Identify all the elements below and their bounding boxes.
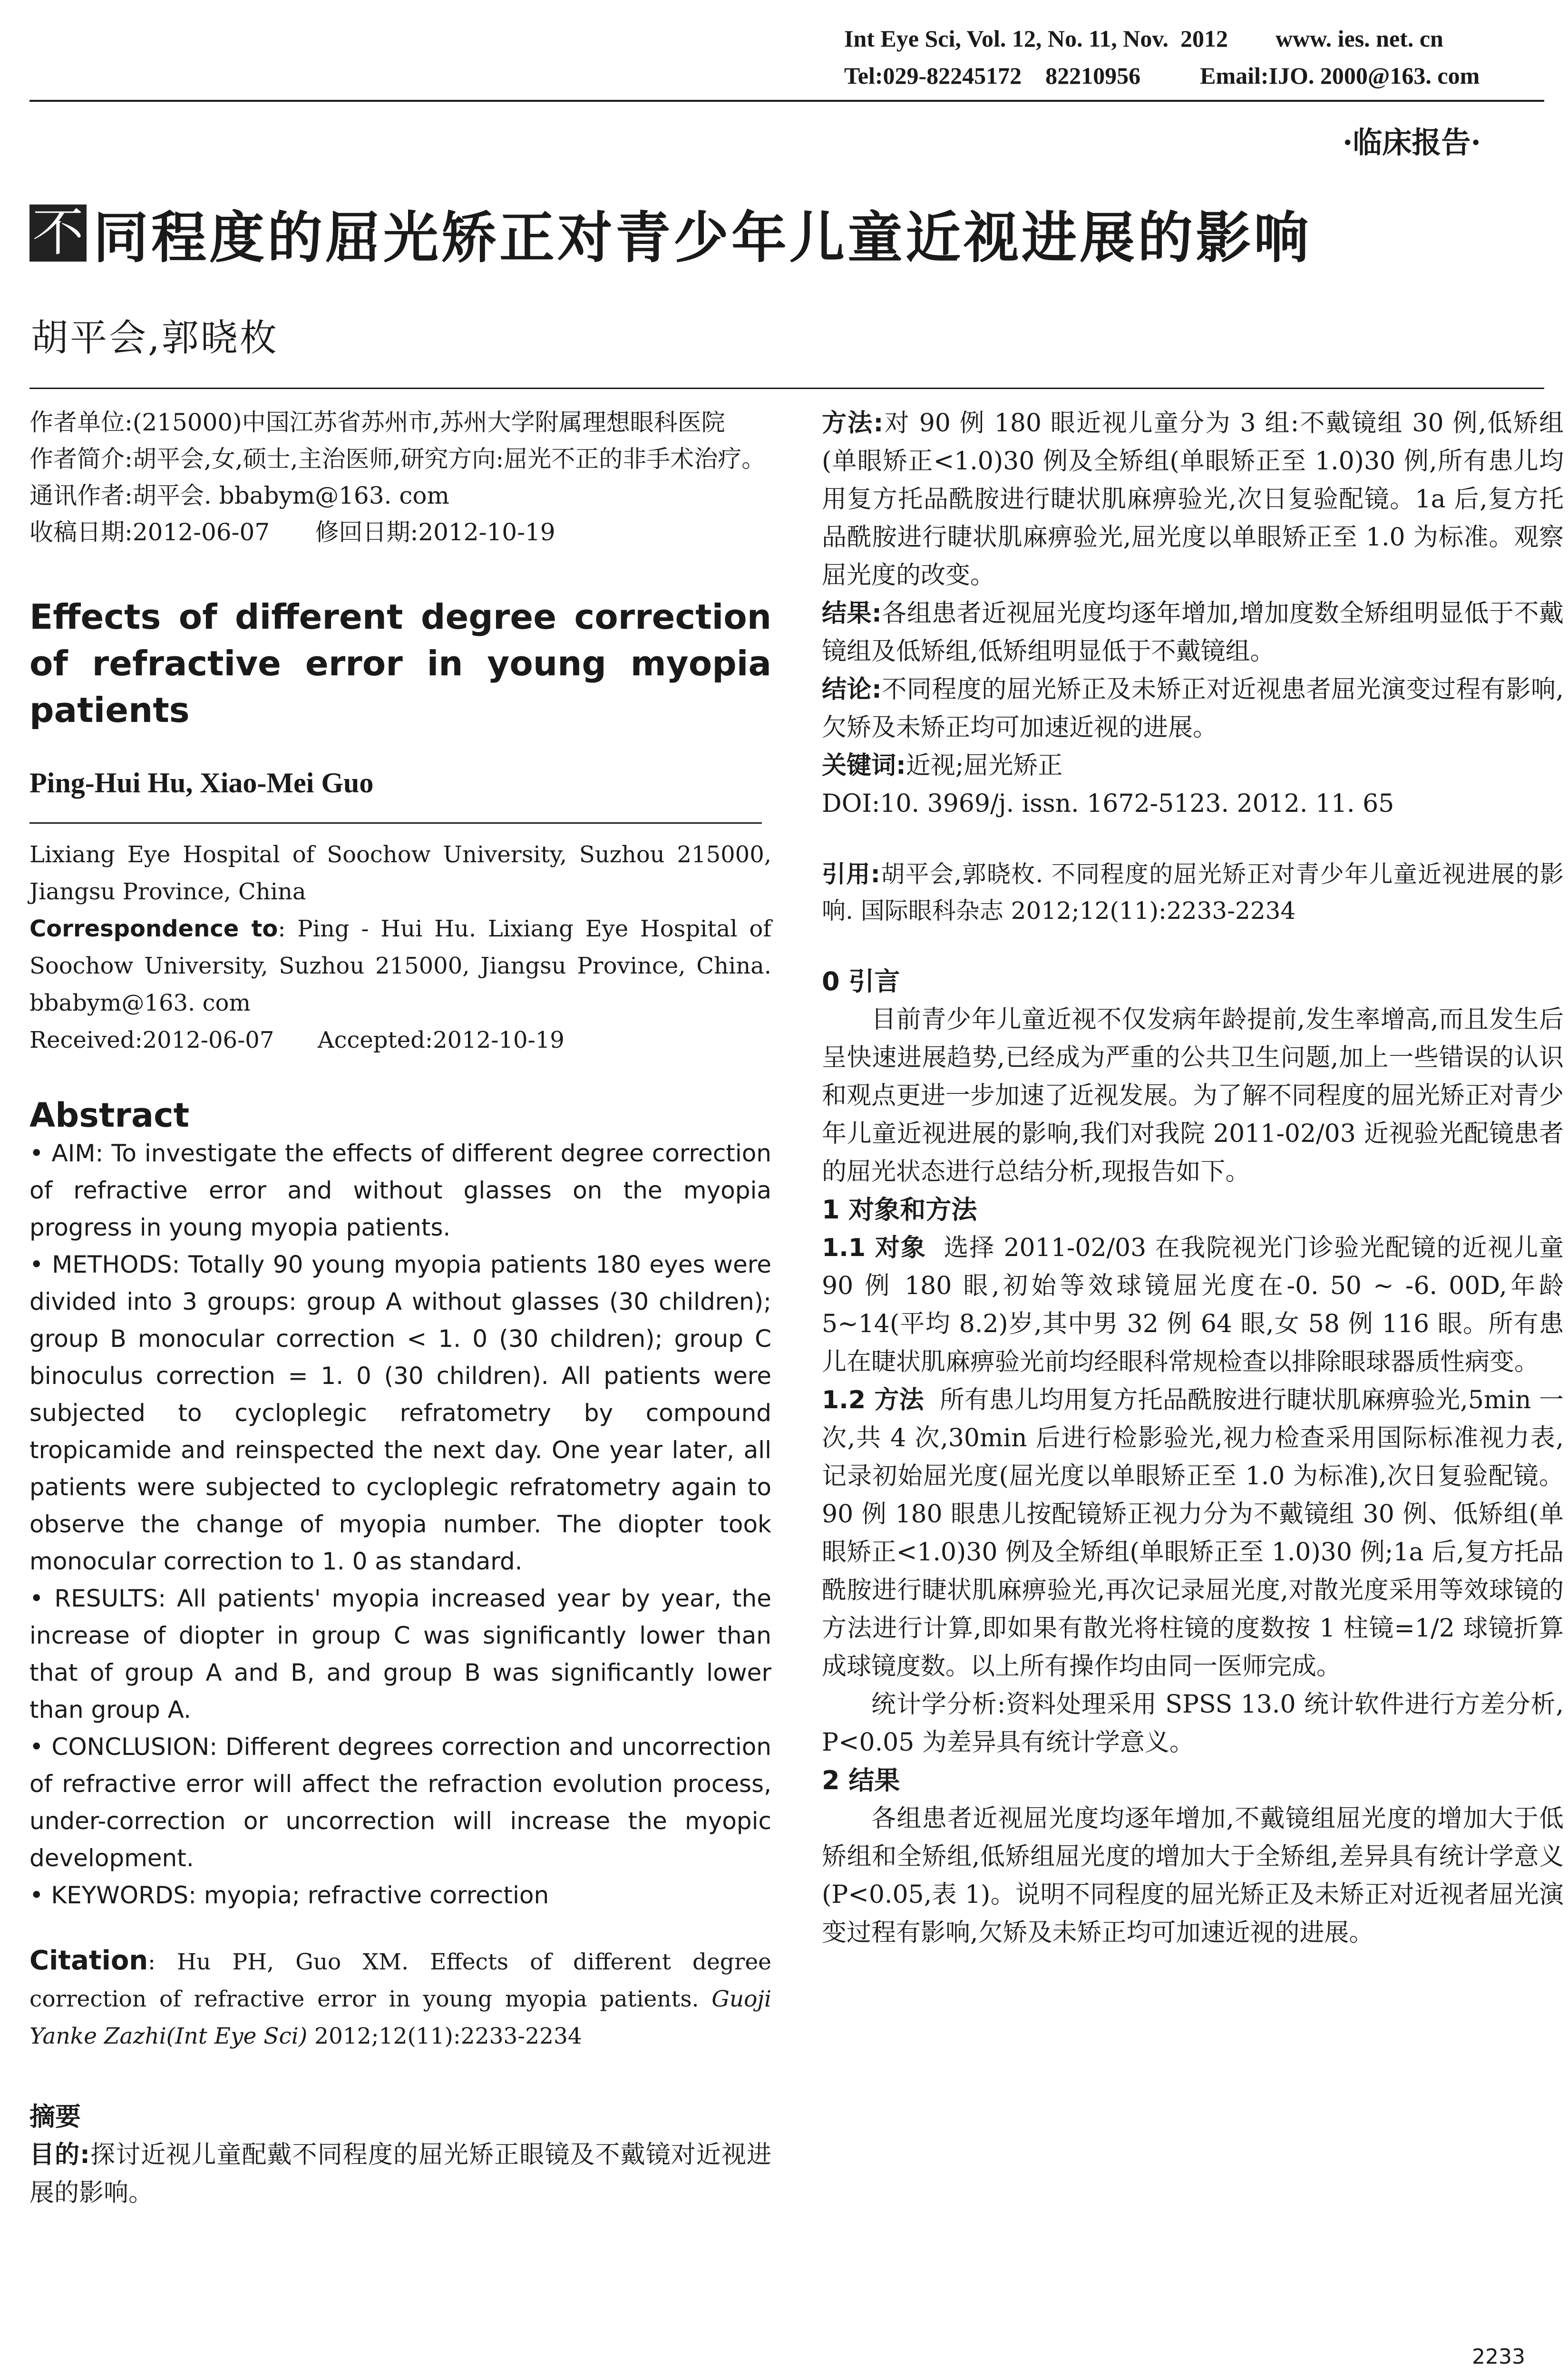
citation-text: : Hu PH, Guo XM. Effects of different degree correction of refractive error in young myopia patients. xyxy=(29,1949,771,2012)
abstract-results: • RESULTS: All patients' myopia increased year by year, the increase of diopter in group C was significantly lower than that of group A and B, and group B was significantly lower than group A. xyxy=(29,1585,771,1724)
citation-en xyxy=(29,1942,771,2055)
correspondence-en xyxy=(29,910,771,1022)
title-first-char: 不 xyxy=(29,205,87,262)
dates-en: Received:2012-06-07 Accepted:2012-10-19 xyxy=(29,1027,565,1053)
methods-heading: 1 对象和方法 xyxy=(822,1195,977,1225)
abstract-cn-results xyxy=(822,594,1564,671)
abstract-keywords: • KEYWORDS: myopia; refractive correction xyxy=(29,1881,549,1909)
keywords-label: 关键词: xyxy=(822,751,906,780)
subjects-paragraph xyxy=(822,1229,1564,1381)
page-number: 2233 xyxy=(1472,2345,1525,2369)
results-paragraph: 各组患者近视屈光度均逐年增加,不戴镜组屈光度的增加大于低矫组和全矫组,低矫组屈光度的增加大于全矫组,差异具有统计学意义(P<0.05,表 1)。说明不同程度的屈光矫正及未矫正对近视者屈光演变过程有影响,欠矫及未矫正均可加速近视的进展。 xyxy=(822,1804,1564,1947)
results-text: 各组患者近视屈光度均逐年增加,增加度数全矫组明显低于不戴镜组及低矫组,低矫组明显低于不戴镜组。 xyxy=(822,599,1564,666)
citation-cn-label: 引用: xyxy=(822,860,880,888)
correspondence-text: : Ping - Hui Hu. Lixiang Eye Hospital of Soochow University, Suzhou 215000, Jiangsu Province, China. bbabym@163. com xyxy=(29,916,771,1016)
conclusion-label: 结论: xyxy=(822,675,882,704)
abstract-cn-conclusion xyxy=(822,671,1564,747)
aim-label: 目的: xyxy=(29,2141,90,2169)
keywords-text: 近视;屈光矫正 xyxy=(906,751,1063,780)
stats-paragraph: 统计学分析:资料处理采用 SPSS 13.0 统计软件进行方差分析, P<0.05 为差异具有统计学意义。 xyxy=(822,1690,1564,1757)
right-column xyxy=(822,404,1564,1952)
citation-journal: Guoji Yanke Zazhi(Int Eye Sci) xyxy=(29,1986,771,2049)
citation-pages: 2012;12(11):2233-2234 xyxy=(307,2023,582,2049)
author-profile-cn: 作者简介:胡平会,女,硕士,主治医师,研究方向:屈光不正的非手术治疗。 xyxy=(29,445,766,473)
authors-en: Ping-Hui Hu, Xiao-Mei Guo xyxy=(29,767,374,799)
results-heading: 2 结果 xyxy=(822,1765,900,1795)
citation-label: Citation xyxy=(29,1945,148,1976)
affiliation-rule xyxy=(29,822,762,824)
abstract-aim: • AIM: To investigate the effects of different degree correction of refractive error and without glasses on the myopia progress in young myopia patients. xyxy=(29,1140,771,1241)
methods-sub-text: 所有患儿均用复方托品酰胺进行睫状肌麻痹验光,5min 一次,共 4 次,30min 后进行检影验光,视力检查采用国际标准视力表,记录初始屈光度(屈光度以单眼矫正至 1.0 为标准),次日复验配镜。90 例 180 眼患儿按配镜矫正视力分为不戴镜组 30 例、低矫组(单眼矫正<1.0)30 例及全矫组(单眼矫正至 1.0)30 例;1a 后,复方托品酰胺进行睫状肌麻痹验光,再次记录屈光度,对散光度采用等效球镜的方法进行计算,即如果有散光将柱镜的度数按 1 柱镜=1/2 球镜折算成球镜度数。以上所有操作均由同一医师完成。 xyxy=(822,1386,1564,1681)
abstract-cn-aim xyxy=(29,2136,771,2212)
methods-label: 方法: xyxy=(822,409,884,438)
journal-header-line1: Int Eye Sci, Vol. 12, No. 11, Nov. 2012 www. ies. net. cn xyxy=(844,25,1443,52)
journal-header-line2: Tel:029-82245172 82210956 Email:IJO. 2000@163. com xyxy=(844,62,1480,89)
methods-paragraph xyxy=(822,1381,1564,1685)
header-rule xyxy=(29,100,1544,102)
subjects-text: 选择 2011-02/03 在我院视光门诊验光配镜的近视儿童 90 例 180 眼,初始等效球镜屈光度在-0. 50 ~ -6. 00D,年龄 5~14(平均 8.2)岁,其中男 32 例 64 眼,女 58 例 116 眼。所有患儿在睫状肌麻痹验光前均经眼科常规检查以排除眼球器质性病变。 xyxy=(822,1234,1564,1376)
title-rule xyxy=(29,388,1544,389)
abstract-cn-heading: 摘要 xyxy=(29,2102,81,2132)
results-label: 结果: xyxy=(822,599,882,628)
methods-sub-label: 1.2 方法 xyxy=(822,1386,924,1414)
correspondence-label: Correspondence to xyxy=(29,916,278,942)
conclusion-text: 不同程度的屈光矫正及未矫正对近视患者屈光演变过程有影响,欠矫及未矫正均可加速近视的进展。 xyxy=(822,675,1564,742)
abstract-cn-keywords xyxy=(822,747,1564,785)
methods-text: 对 90 例 180 眼近视儿童分为 3 组:不戴镜组 30 例,低矫组(单眼矫正<1.0)30 例及全矫组(单眼矫正至 1.0)30 例,所有患儿均用复方托品酰胺进行睫状肌麻痹验光,次日复验配镜。1a 后,复方托品酰胺进行睫状肌麻痹验光,屈光度以单眼矫正至 1.0 为标准。观察屈光度的改变。 xyxy=(822,409,1564,590)
doi: DOI:10. 3969/j. issn. 1672-5123. 2012. 11. 65 xyxy=(822,789,1394,818)
subjects-label: 1.1 对象 xyxy=(822,1234,926,1262)
authors-cn: 胡平会,郭晓枚 xyxy=(31,317,279,360)
abstract-methods: • METHODS: Totally 90 young myopia patients 180 eyes were divided into 3 groups: group A without glasses (30 children); group B monocular correction < 1. 0 (30 children); group C binoculus correction = 1. 0 (30 children). All patients were subjected to cycloplegic refratometry by compound tropicamide and reinspected the next day. One year later, all patients were subjected to cycloplegic refratometry again to observe the change of myopia number. The diopter took monocular correction to 1. 0 as standard. xyxy=(29,1251,771,1575)
intro-paragraph: 目前青少年儿童近视不仅发病年龄提前,发生率增高,而且发生后呈快速进展趋势,已经成为严重的公共卫生问题,加上一些错误的认识和观点更进一步加速了近视发展。为了解不同程度的屈光矫正对青少年儿童近视进展的影响,我们对我院 2011-02/03 近视验光配镜患者的屈光状态进行总结分析,现报告如下。 xyxy=(822,1005,1564,1186)
left-column xyxy=(29,404,771,2212)
section-tag: ·临床报告· xyxy=(1342,125,1481,160)
aim-text: 探讨近视儿童配戴不同程度的屈光矫正眼镜及不戴镜对近视进展的影响。 xyxy=(29,2141,771,2207)
abstract-heading: Abstract xyxy=(29,1096,190,1135)
dates-cn: 收稿日期:2012-06-07 修回日期:2012-10-19 xyxy=(29,518,555,546)
author-affiliation-cn: 作者单位:(215000)中国江苏省苏州市,苏州大学附属理想眼科医院 xyxy=(29,409,725,436)
affiliation-en: Lixiang Eye Hospital of Soochow University, Suzhou 215000, Jiangsu Province, China xyxy=(29,841,771,905)
intro-heading: 0 引言 xyxy=(822,966,900,996)
citation-cn xyxy=(822,856,1564,929)
abstract-cn-methods xyxy=(822,404,1564,594)
abstract-conclusion: • CONCLUSION: Different degrees correction and uncorrection of refractive error will affect the refraction evolution process, under-correction or uncorrection will increase the myopic development. xyxy=(29,1733,771,1872)
citation-cn-text: 胡平会,郭晓枚. 不同程度的屈光矫正对青少年儿童近视进展的影响. 国际眼科杂志 2012;12(11):2233-2234 xyxy=(822,860,1564,925)
title-rest: 同程度的屈光矫正对青少年儿童近视进展的影响 xyxy=(93,205,1312,270)
title-en: Effects of different degree correction of refractive error in young myopia patients xyxy=(29,597,771,730)
corresponding-author-cn: 通讯作者:胡平会. bbabym@163. com xyxy=(29,482,449,509)
title-cn xyxy=(29,200,1312,270)
